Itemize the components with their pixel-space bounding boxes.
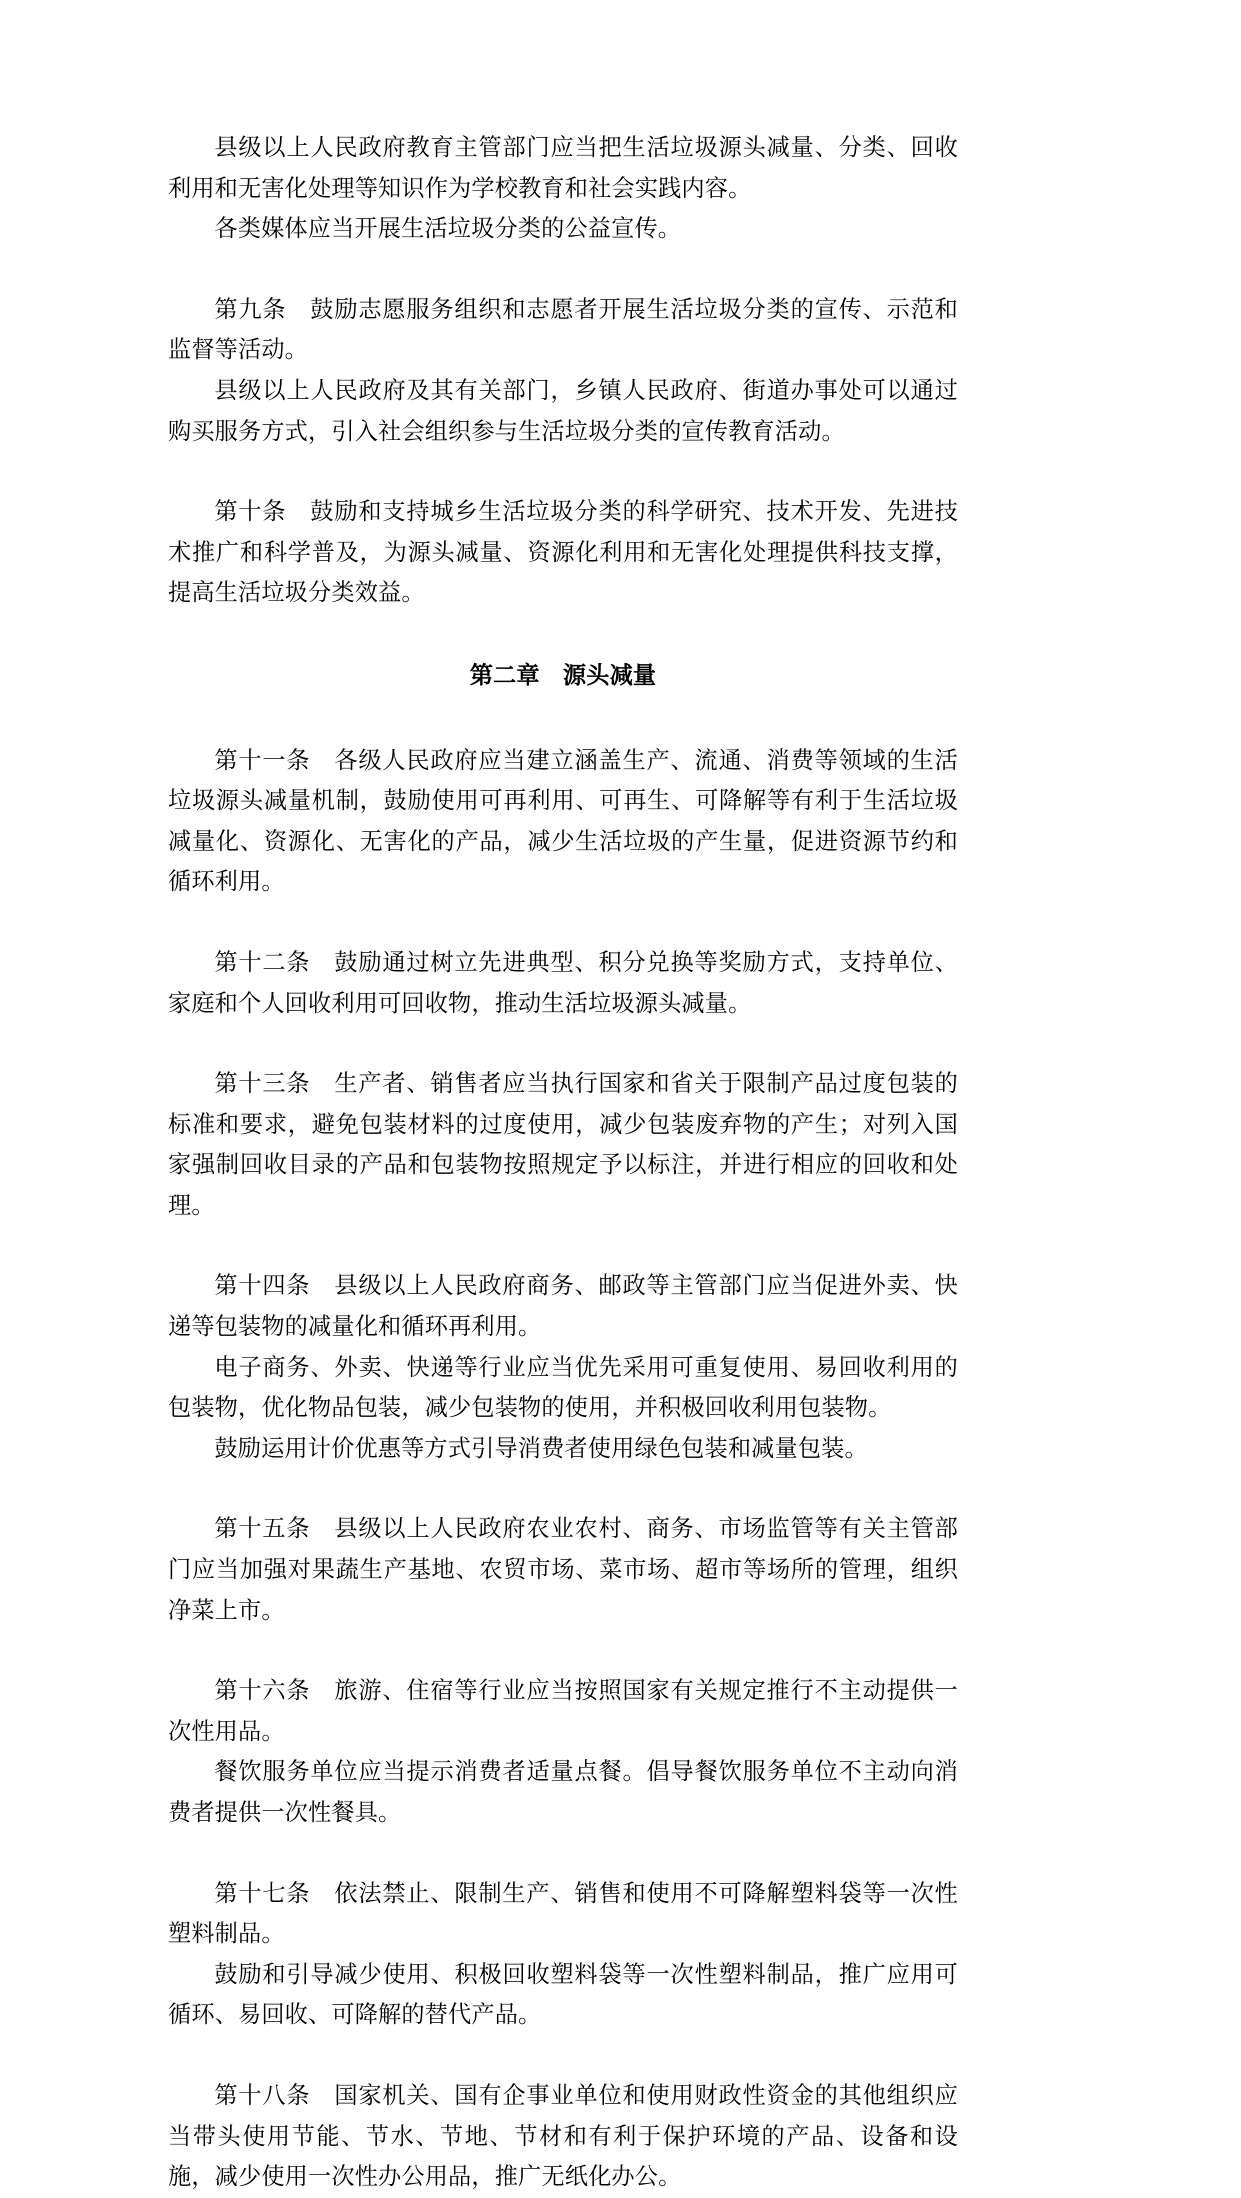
article-label: 第九条 xyxy=(214,296,287,323)
article-label: 第十一条 xyxy=(214,747,311,774)
paragraph-art15-clause1 xyxy=(168,1509,958,1631)
page-content xyxy=(168,128,958,2198)
paragraph-text: 旅游、住宿等行业应当按照国家有关规定推行不主动提供一次性用品。 xyxy=(168,1678,958,1745)
paragraph-art12-clause1 xyxy=(168,943,958,1024)
article-label: 第十五条 xyxy=(214,1516,311,1543)
paragraph-text: 生产者、销售者应当执行国家和省关于限制产品过度包装的标准和要求，避免包装材料的过度使用，减少包装废弃物的产生；对列入国家强制回收目录的产品和包装物按照规定予以标注，并进行相应的回收和处理。 xyxy=(168,1071,958,1219)
paragraph-art18-clause1 xyxy=(168,2076,958,2198)
paragraph-art14-clause3 xyxy=(168,1429,958,1470)
paragraph-text: 依法禁止、限制生产、销售和使用不可降解塑料袋等一次性塑料制品。 xyxy=(168,1880,958,1948)
article-label: 第十三条 xyxy=(214,1071,311,1098)
chapter-title: 源头减量 xyxy=(562,662,657,689)
chapter-number: 第二章 xyxy=(469,662,540,689)
paragraph-art17-clause2 xyxy=(168,1955,958,2036)
paragraph-text: 鼓励和支持城乡生活垃圾分类的科学研究、技术开发、先进技术推广和科学普及，为源头减量、资源化利用和无害化处理提供科技支撑，提高生活垃圾分类效益。 xyxy=(168,499,958,607)
paragraph-art16-clause2 xyxy=(168,1752,958,1833)
paragraph-text: 县级以上人民政府教育主管部门应当把生活垃圾源头减量、分类、回收利用和无害化处理等知识作为学校教育和社会实践内容。 xyxy=(168,135,958,202)
paragraph-art14-clause1 xyxy=(168,1266,958,1347)
paragraph-art16-clause1 xyxy=(168,1671,958,1752)
paragraph-text: 鼓励志愿服务组织和志愿者开展生活垃圾分类的宣传、示范和监督等活动。 xyxy=(168,296,958,364)
paragraph-art11-clause1 xyxy=(168,741,958,903)
paragraph-art10-clause1 xyxy=(168,492,958,614)
paragraph-text: 各类媒体应当开展生活垃圾分类的公益宣传。 xyxy=(214,216,682,243)
paragraph-art8-clause2 xyxy=(168,128,958,209)
paragraph-art17-clause1 xyxy=(168,1874,958,1955)
article-label: 第十四条 xyxy=(214,1273,311,1300)
paragraph-text: 鼓励运用计价优惠等方式引导消费者使用绿色包装和减量包装。 xyxy=(214,1435,868,1462)
paragraph-art13-clause1 xyxy=(168,1064,958,1226)
article-label: 第十二条 xyxy=(214,949,311,976)
paragraph-text: 各级人民政府应当建立涵盖生产、流通、消费等领域的生活垃圾源头减量机制，鼓励使用可再利用、可再生、可降解等有利于生活垃圾减量化、资源化、无害化的产品，减少生活垃圾的产生量，促进资源节约和循环利用。 xyxy=(168,747,958,896)
paragraph-text: 电子商务、外卖、快递等行业应当优先采用可重复使用、易回收利用的包装物，优化物品包装，减少包装物的使用，并积极回收利用包装物。 xyxy=(168,1354,958,1422)
paragraph-text: 餐饮服务单位应当提示消费者适量点餐。倡导餐饮服务单位不主动向消费者提供一次性餐具。 xyxy=(168,1759,958,1826)
article-label: 第十八条 xyxy=(214,2082,311,2109)
paragraph-text: 国家机关、国有企事业单位和使用财政性资金的其他组织应当带头使用节能、节水、节地、节材和有利于保护环境的产品、设备和设施，减少使用一次性办公用品，推广无纸化办公。 xyxy=(168,2082,958,2191)
paragraph-text: 县级以上人民政府农业农村、商务、市场监管等有关主管部门应当加强对果蔬生产基地、农贸市场、菜市场、超市等场所的管理，组织净菜上市。 xyxy=(168,1516,958,1624)
article-label: 第十七条 xyxy=(214,1880,311,1907)
paragraph-text: 鼓励通过树立先进典型、积分兑换等奖励方式，支持单位、家庭和个人回收利用可回收物，推动生活垃圾源头减量。 xyxy=(168,949,958,1017)
article-label: 第十六条 xyxy=(214,1678,311,1705)
chapter-heading xyxy=(168,656,958,697)
paragraph-art9-clause2 xyxy=(168,371,958,452)
paragraph-art9-clause1 xyxy=(168,290,958,371)
paragraph-text: 县级以上人民政府及其有关部门，乡镇人民政府、街道办事处可以通过购买服务方式，引入社会组织参与生活垃圾分类的宣传教育活动。 xyxy=(168,377,958,445)
paragraph-art14-clause2 xyxy=(168,1348,958,1429)
paragraph-text: 县级以上人民政府商务、邮政等主管部门应当促进外卖、快递等包装物的减量化和循环再利用。 xyxy=(168,1273,958,1341)
paragraph-text: 鼓励和引导减少使用、积极回收塑料袋等一次性塑料制品，推广应用可循环、易回收、可降解的替代产品。 xyxy=(168,1961,958,2029)
paragraph-art8-clause3 xyxy=(168,209,958,250)
article-label: 第十条 xyxy=(214,499,287,526)
